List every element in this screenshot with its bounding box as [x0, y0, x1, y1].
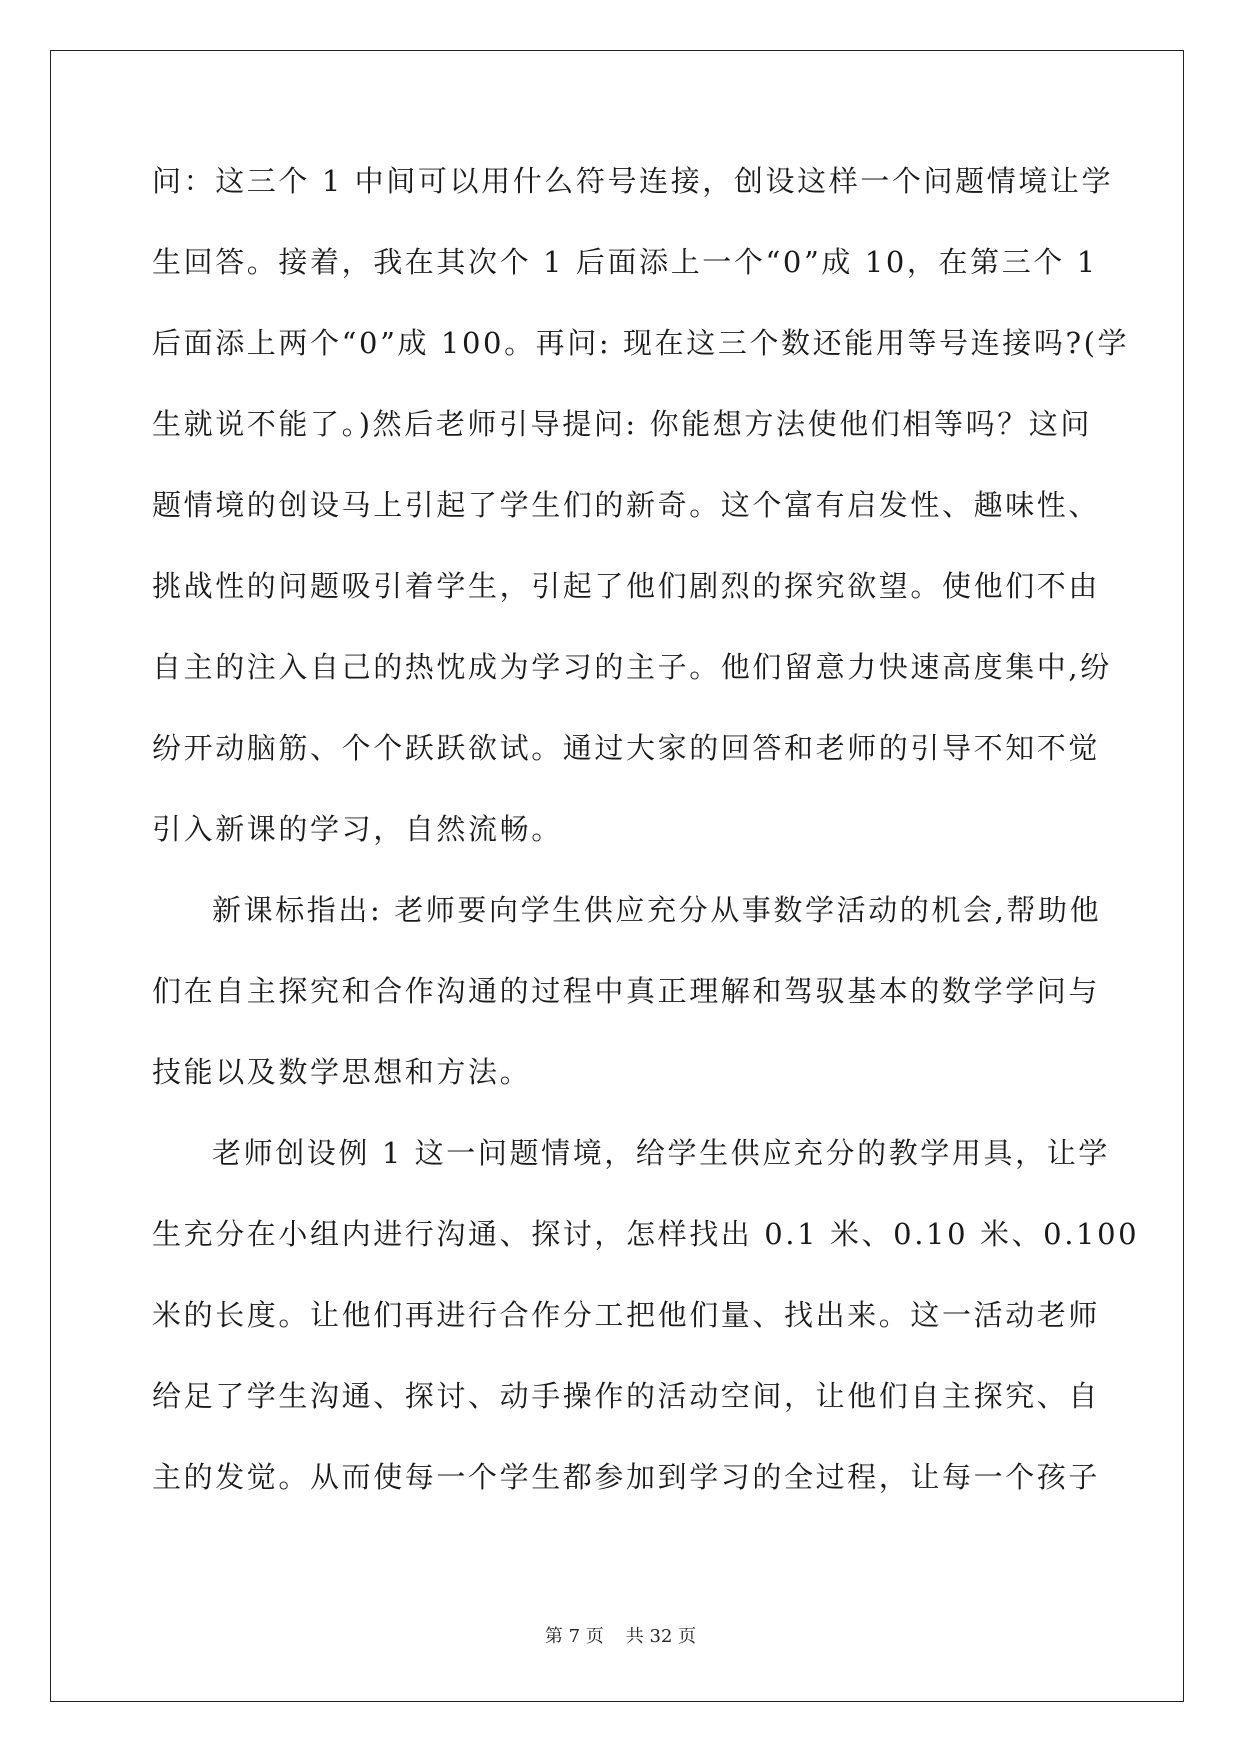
page-number: 第 7 页 — [544, 1626, 604, 1647]
text-line: 自主的注入自己的热忱成为学习的主子。他们留意力快速高度集中,纷 — [152, 650, 1112, 684]
text-line: 生回答。接着，我在其次个 1 后面添上一个“0”成 10，在第三个 1 — [152, 245, 1098, 279]
text-line: 引入新课的学习，自然流畅。 — [152, 812, 563, 846]
page-total: 共 32 页 — [625, 1626, 697, 1647]
page-footer — [0, 1622, 1241, 1648]
text-line: 给足了学生沟通、探讨、动手操作的活动空间，让他们自主探究、自 — [152, 1379, 1101, 1413]
text-line: 问：这三个 1 中间可以用什么符号连接，创设这样一个问题情境让学 — [152, 164, 1114, 198]
text-line: 题情境的创设马上引起了学生们的新奇。这个富有启发性、趣味性、 — [152, 488, 1101, 522]
paragraph-start-line: 老师创设例 1 这一问题情境，给学生供应充分的教学用具，让学 — [212, 1136, 1110, 1170]
text-line: 主的发觉。从而使每一个学生都参加到学习的全过程，让每一个孩子 — [152, 1460, 1101, 1494]
text-line: 生充分在小组内进行沟通、探讨，怎样找出 0.1 米、0.10 米、0.100 — [152, 1217, 1140, 1251]
document-body — [152, 158, 1140, 1535]
text-line: 纷开动脑筋、个个跃跃欲试。通过大家的回答和老师的引导不知不觉 — [152, 731, 1101, 765]
text-line: 挑战性的问题吸引着学生，引起了他们剧烈的探究欲望。使他们不由 — [152, 569, 1101, 603]
text-line: 们在自主探究和合作沟通的过程中真正理解和驾驭基本的数学学问与 — [152, 974, 1101, 1008]
paragraph-start-line: 新课标指出: 老师要向学生供应充分从事数学活动的机会,帮助他 — [212, 893, 1102, 927]
text-line: 米的长度。让他们再进行合作分工把他们量、找出来。这一活动老师 — [152, 1298, 1101, 1332]
text-line: 后面添上两个“0”成 100。再问: 现在这三个数还能用等号连接吗?(学 — [152, 326, 1130, 360]
text-line: 技能以及数学思想和方法。 — [152, 1055, 532, 1089]
text-line: 生就说不能了。)然后老师引导提问: 你能想方法使他们相等吗？这问 — [152, 407, 1093, 441]
